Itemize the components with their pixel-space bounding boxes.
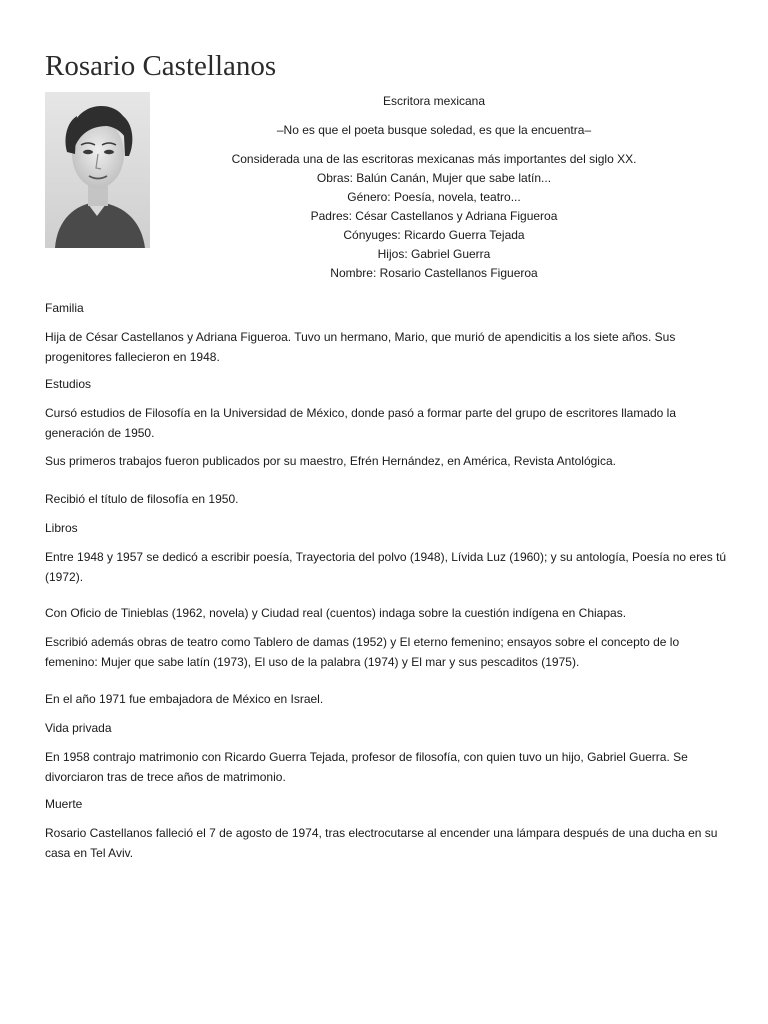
subtitle: Escritora mexicana	[382, 94, 486, 108]
fact-children: Hijos: Gabriel Guerra	[377, 247, 491, 261]
paragraph-vida-privada: En 1958 contrajo matrimonio con Ricardo Guerra Tejada, profesor de filosofía, con quien tuvo un hijo, Gabriel Guerra. Se divorciaron tras de trece años de matrimonio.	[45, 750, 688, 784]
heading-estudios: Estudios	[45, 377, 92, 391]
fact-works: Obras: Balún Canán, Mujer que sabe latín...	[316, 171, 552, 185]
paragraph-libros-4: En el año 1971 fue embajadora de México en Israel.	[45, 692, 324, 706]
heading-vida-privada: Vida privada	[45, 721, 112, 735]
paragraph-muerte: Rosario Castellanos falleció el 7 de agosto de 1974, tras electrocutarse al encender una lámpara después de una ducha en su casa en Tel Aviv.	[45, 826, 718, 860]
fact-genre: Género: Poesía, novela, teatro...	[347, 190, 521, 204]
paragraph-familia: Hija de César Castellanos y Adriana Figueroa. Tuvo un hermano, Mario, que murió de apendicitis a los siete años. Sus progenitores fallecieron en 1948.	[45, 330, 676, 364]
paragraph-libros-3: Escribió además obras de teatro como Tablero de damas (1952) y El eterno femenino; ensayos sobre el concepto de lo femenino: Mujer que sabe latín (1973), El uso de la palabra (1974) y El mar y sus pescaditos (1975).	[45, 635, 680, 669]
fact-spouse: Cónyuges: Ricardo Guerra Tejada	[343, 228, 525, 242]
paragraph-estudios-2: Sus primeros trabajos fueron publicados por su maestro, Efrén Hernández, en América, Revista Antológica.	[45, 454, 616, 468]
heading-muerte: Muerte	[45, 797, 83, 811]
fact-summary: Considerada una de las escritoras mexicanas más importantes del siglo XX.	[231, 152, 637, 166]
paragraph-libros-2: Con Oficio de Tinieblas (1962, novela) y Ciudad real (cuentos) indaga sobre la cuestión indígena en Chiapas.	[45, 606, 627, 620]
fact-fullname: Nombre: Rosario Castellanos Figueroa	[330, 266, 538, 280]
facts-block	[150, 150, 718, 283]
heading-libros: Libros	[45, 521, 78, 535]
paragraph-libros-1: Entre 1948 y 1957 se dedicó a escribir poesía, Trayectoria del polvo (1948), Lívida Luz (1960); y su antología, Poesía no eres tú (1972).	[45, 550, 727, 584]
portrait-image	[45, 92, 150, 248]
quote: –No es que el poeta busque soledad, es que la encuentra–	[276, 123, 592, 137]
paragraph-estudios-3: Recibió el título de filosofía en 1950.	[45, 492, 239, 506]
paragraph-estudios-1: Cursó estudios de Filosofía en la Universidad de México, donde pasó a formar parte del grupo de escritores llamado la generación de 1950.	[45, 406, 677, 440]
page-title: Rosario Castellanos	[45, 50, 277, 82]
portrait-drawing	[45, 92, 150, 248]
heading-familia: Familia	[45, 301, 84, 315]
fact-parents: Padres: César Castellanos y Adriana Figueroa	[310, 209, 558, 223]
